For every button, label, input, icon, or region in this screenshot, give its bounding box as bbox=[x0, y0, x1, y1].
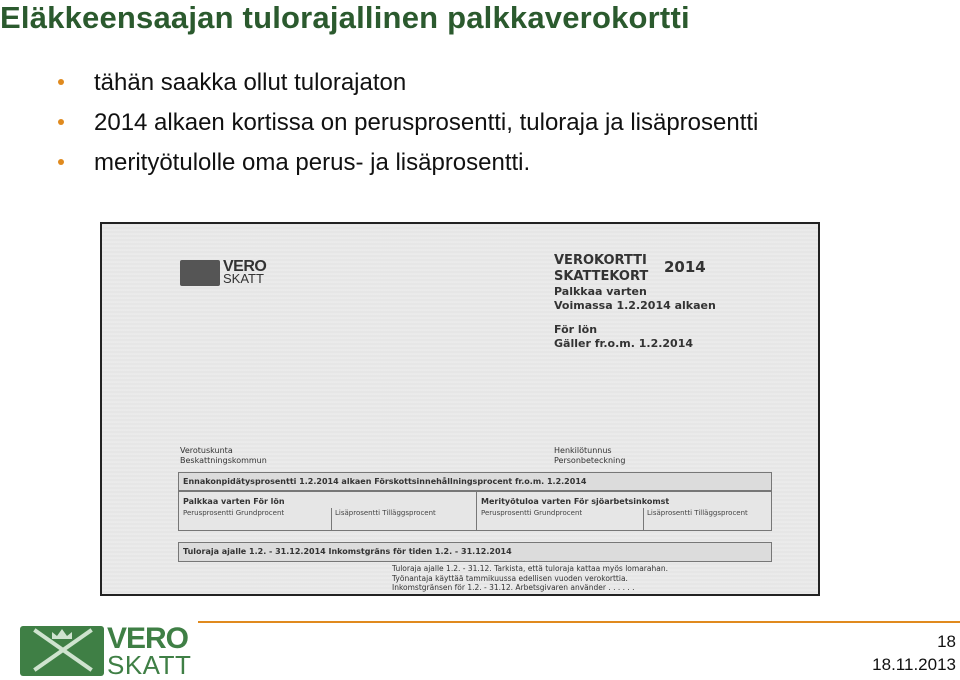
bullet-text: merityötulolle oma perus- ja lisäprosentti. bbox=[94, 149, 531, 176]
crown-icon bbox=[52, 629, 72, 639]
bullet-item bbox=[58, 144, 958, 184]
row-ennakonpidatys-text: Ennakonpidätysprosentti 1.2.2014 alkaen Förskottsinnehållningsprocent fr.o.m. 1.2.2014 bbox=[183, 477, 587, 486]
row-ennakonpidatys bbox=[178, 472, 772, 491]
label-henkilotunnus-sv: Personbeteckning bbox=[554, 456, 626, 465]
cell-palkka-perus: Perusprosentti Grundprocent bbox=[183, 509, 285, 517]
card-header-fi: VEROKORTTI bbox=[554, 253, 647, 268]
cell-meri-heading: Merityötuloa varten För sjöarbetsinkomst bbox=[481, 497, 670, 506]
slide-title: Eläkkeensaajan tulorajallinen palkkaverokortti bbox=[0, 0, 690, 35]
bullet-text: 2014 alkaen kortissa on perusprosentti, tuloraja ja lisäprosentti bbox=[94, 109, 759, 136]
page-number: 18 bbox=[937, 632, 956, 651]
card-valid-sv-1: För lön bbox=[554, 323, 598, 336]
vero-emblem-icon bbox=[20, 626, 104, 676]
card-logo-word-vero: VERO bbox=[223, 258, 267, 275]
cell-palkka bbox=[179, 492, 476, 530]
card-note-2: Työnantaja käyttää tammikuussa edellisen vuoden verokorttia. bbox=[392, 573, 628, 583]
label-verotuskunta bbox=[180, 446, 267, 466]
row-percentages bbox=[178, 491, 772, 531]
card-year: 2014 bbox=[664, 258, 706, 276]
tax-card-image bbox=[100, 222, 820, 596]
logo-word-skatt: SKATT bbox=[107, 650, 192, 680]
cell-palkka-heading: Palkkaa varten För lön bbox=[183, 497, 285, 506]
bullet-dot-icon bbox=[58, 79, 64, 85]
card-note-3: Inkomstgränsen för 1.2. - 31.12. Arbetsgivaren använder . . . . . . bbox=[392, 583, 635, 592]
card-note-1: Tuloraja ajalle 1.2. - 31.12. Tarkista, että tuloraja kattaa myös lomarahan. bbox=[392, 564, 668, 573]
cell-palkka-subdivider bbox=[331, 508, 332, 530]
label-verotuskunta-sv: Beskattningskommun bbox=[180, 456, 267, 465]
bullet-list bbox=[58, 64, 958, 184]
card-notes bbox=[392, 564, 668, 593]
bullet-dot-icon bbox=[58, 159, 64, 165]
label-henkilotunnus bbox=[554, 446, 625, 466]
cell-meri-perus: Perusprosentti Grundprocent bbox=[481, 509, 583, 517]
card-logo-emblem-icon bbox=[180, 260, 220, 286]
bullet-dot-icon bbox=[58, 119, 64, 125]
card-logo-word-skatt: SKATT bbox=[223, 271, 264, 286]
cell-meri-lisa: Lisäprosentti Tilläggsprocent bbox=[647, 509, 748, 517]
label-henkilotunnus-fi: Henkilötunnus bbox=[554, 446, 612, 455]
bullet-item bbox=[58, 104, 958, 144]
card-logo bbox=[180, 260, 266, 286]
row-tuloraja bbox=[178, 542, 772, 562]
card-valid-sv-2: Gäller fr.o.m. 1.2.2014 bbox=[554, 337, 694, 350]
card-valid-fi-2: Voimassa 1.2.2014 alkaen bbox=[554, 299, 716, 312]
vero-skatt-logo bbox=[20, 622, 192, 680]
bullet-item bbox=[58, 64, 958, 104]
label-verotuskunta-fi: Verotuskunta bbox=[180, 446, 233, 455]
footer-divider bbox=[198, 621, 960, 623]
card-header-sv: SKATTEKORT bbox=[554, 269, 649, 284]
card-valid-fi-1: Palkkaa varten bbox=[554, 285, 647, 298]
slide-date: 18.11.2013 bbox=[872, 655, 956, 674]
cell-palkka-lisa: Lisäprosentti Tilläggsprocent bbox=[335, 509, 436, 517]
bullet-text: tähän saakka ollut tulorajaton bbox=[94, 69, 407, 96]
cell-meri bbox=[477, 492, 773, 530]
cell-meri-subdivider bbox=[643, 508, 644, 530]
logo-word-vero: VERO bbox=[107, 622, 189, 655]
row-tuloraja-text: Tuloraja ajalle 1.2. - 31.12.2014 Inkomstgräns för tiden 1.2. - 31.12.2014 bbox=[183, 547, 512, 556]
